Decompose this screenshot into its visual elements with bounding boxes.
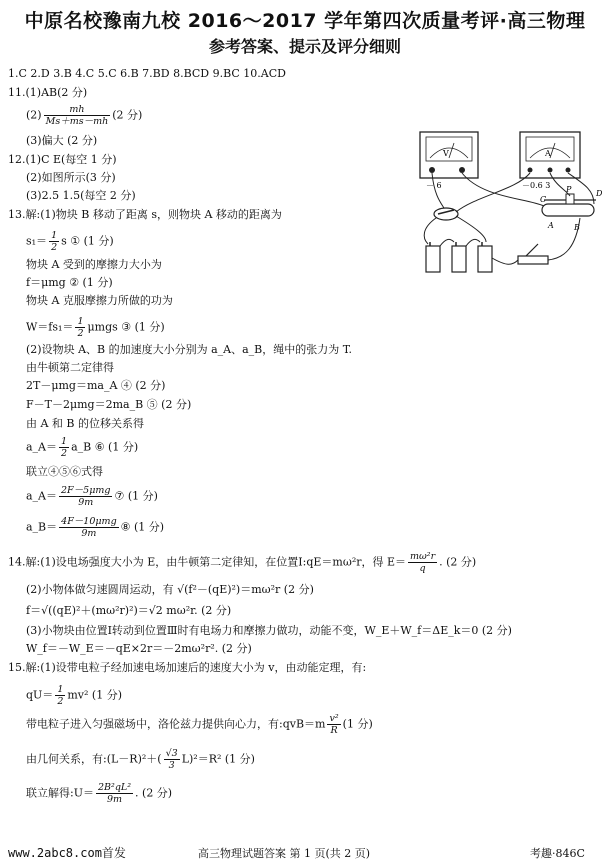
q11-line-3: (3)偏大 (2 分) <box>26 134 98 147</box>
q13-line-14: a_A＝ $\frac{\text{2F－5μmg}}{9m}$ ⑦ (1 分) <box>26 485 158 508</box>
q13-line-11: 由 A 和 B 的位移关系得 <box>26 417 145 430</box>
q13-line-15: a_B＝ $\frac{\text{4F－10μmg}}{9m}$ ⑧ (1 分) <box>26 516 165 539</box>
q13-line-2: s₁＝ $\frac{1}{2}$ s ① (1 分) <box>26 230 114 253</box>
q13-line-13: 联立④⑤⑥式得 <box>26 465 103 478</box>
q11-fraction: $\frac{mh}{Ms+ms-mh}$ <box>45 104 109 127</box>
q13-line-7: (2)设物块 A、B 的加速度大小分别为 a_A、a_B，绳中的张力为 T. <box>26 343 352 356</box>
footer-code: 考趣·846C <box>530 847 585 860</box>
q15-line-4: 由几何关系，有:(L－R)²＋( $\frac{√3}{3}$ L)²＝R² (1 分) <box>26 748 255 771</box>
q15-line-1: 15.解:(1)设带电粒子经加速电场加速后的速度大小为 v，由动能定理，有: <box>8 661 367 674</box>
circuit-diagram <box>416 128 604 276</box>
rheostat-label-c: C <box>540 195 547 204</box>
resistor <box>518 244 548 264</box>
q14-line-1: 14.解:(1)设电场强度大小为 E，由牛顿第二定律知，在位置Ⅰ:qE＝mω²r，得 E＝ $\frac{\text{mω²r}}{q}$ . (2 分) <box>8 551 477 574</box>
q13-line-9: 2T－μmg＝ma_A ④ (2 分) <box>26 379 166 392</box>
q14-line-2: (2)小物体做匀速圆周运动，有 √(f²－(qE)²)＝mω²r (2 分) <box>26 583 314 596</box>
q11-line-1: 11.(1)AB(2 分) <box>8 86 88 99</box>
voltmeter-label: V <box>443 149 449 158</box>
page-subtitle: 参考答案、提示及评分细则 <box>208 37 401 56</box>
rheostat-label-b: B <box>574 223 580 232</box>
batteries <box>426 242 492 272</box>
q13-line-10: F－T－2μmg＝2ma_B ⑤ (2 分) <box>26 398 192 411</box>
rheostat <box>540 185 603 232</box>
q15-line-5: 联立解得:U＝ $\frac{\text{2B²qL²}}{9m}$ . (2 分) <box>26 782 173 805</box>
q13-line-6: W＝fs₁＝ $\frac{1}{2}$ μmgs ③ (1 分) <box>26 316 165 339</box>
q13-line-8: 由牛顿第二定律得 <box>26 361 114 374</box>
q14-line-3: f＝√((qE)²＋(mω²r)²)＝√2 mω²r. (2 分) <box>26 604 232 617</box>
q13-line-3: 物块 A 受到的摩擦力大小为 <box>26 258 162 271</box>
q13-line-12: a_A＝ $\frac{1}{2}$ a_B ⑥ (1 分) <box>26 436 139 459</box>
q13-line-5: 物块 A 克服摩擦力所做的功为 <box>26 294 173 307</box>
q15-line-3: 带电粒子进入匀强磁场中，洛伦兹力提供向心力，有:qvB＝m $\frac{\text{v²}}{R}$ (1 分) <box>26 713 373 736</box>
q15-line-2: qU＝ $\frac{1}{2}$ mv² (1 分) <box>26 684 122 707</box>
ammeter-label: A <box>545 149 551 158</box>
q12-line-3: (3)2.5 1.5(每空 2 分) <box>26 189 136 202</box>
q11-line-2: (2) $\frac{mh}{Ms+ms-mh}$ (2 分) <box>26 104 143 127</box>
footer-page-info: 高三物理试题答案 第 1 页(共 2 页) <box>198 847 371 860</box>
rheostat-label-p: P <box>566 185 572 194</box>
q12-line-2: (2)如图所示(3 分) <box>26 171 116 184</box>
voltmeter <box>420 132 478 190</box>
q13-line-4: f＝μmg ② (1 分) <box>26 276 113 289</box>
ammeter-terminals: －0.6 3 <box>522 181 551 190</box>
page-title: 中原名校豫南九校 2016～2017 学年第四次质量考评·高三物理 <box>24 10 586 32</box>
voltmeter-terminals: － 6 <box>426 181 442 190</box>
q14-line-4: (3)小物块由位置Ⅰ转动到位置Ⅲ时有电场力和摩擦力做功，动能不变，W_E＋W_f＝ΔE_k＝0 (2 分) <box>26 624 512 637</box>
ammeter <box>520 132 580 190</box>
rheostat-label-a: A <box>548 221 554 230</box>
q13-line-1: 13.解:(1)物块 B 移动了距离 s，则物块 A 移动的距离为 <box>8 208 282 221</box>
mc-answers: 1.C 2.D 3.B 4.C 5.C 6.B 7.BD 8.BCD 9.BC 10.ACD <box>8 67 286 80</box>
rheostat-label-d: D <box>596 189 603 198</box>
footer-website: www.2abc8.com首发 <box>8 846 126 860</box>
switch <box>434 208 458 220</box>
q14-line-5: W_f＝－W_E＝－qE×2r＝－2mω²r². (2 分) <box>26 642 252 655</box>
q12-line-1: 12.(1)C E(每空 1 分) <box>8 153 117 166</box>
